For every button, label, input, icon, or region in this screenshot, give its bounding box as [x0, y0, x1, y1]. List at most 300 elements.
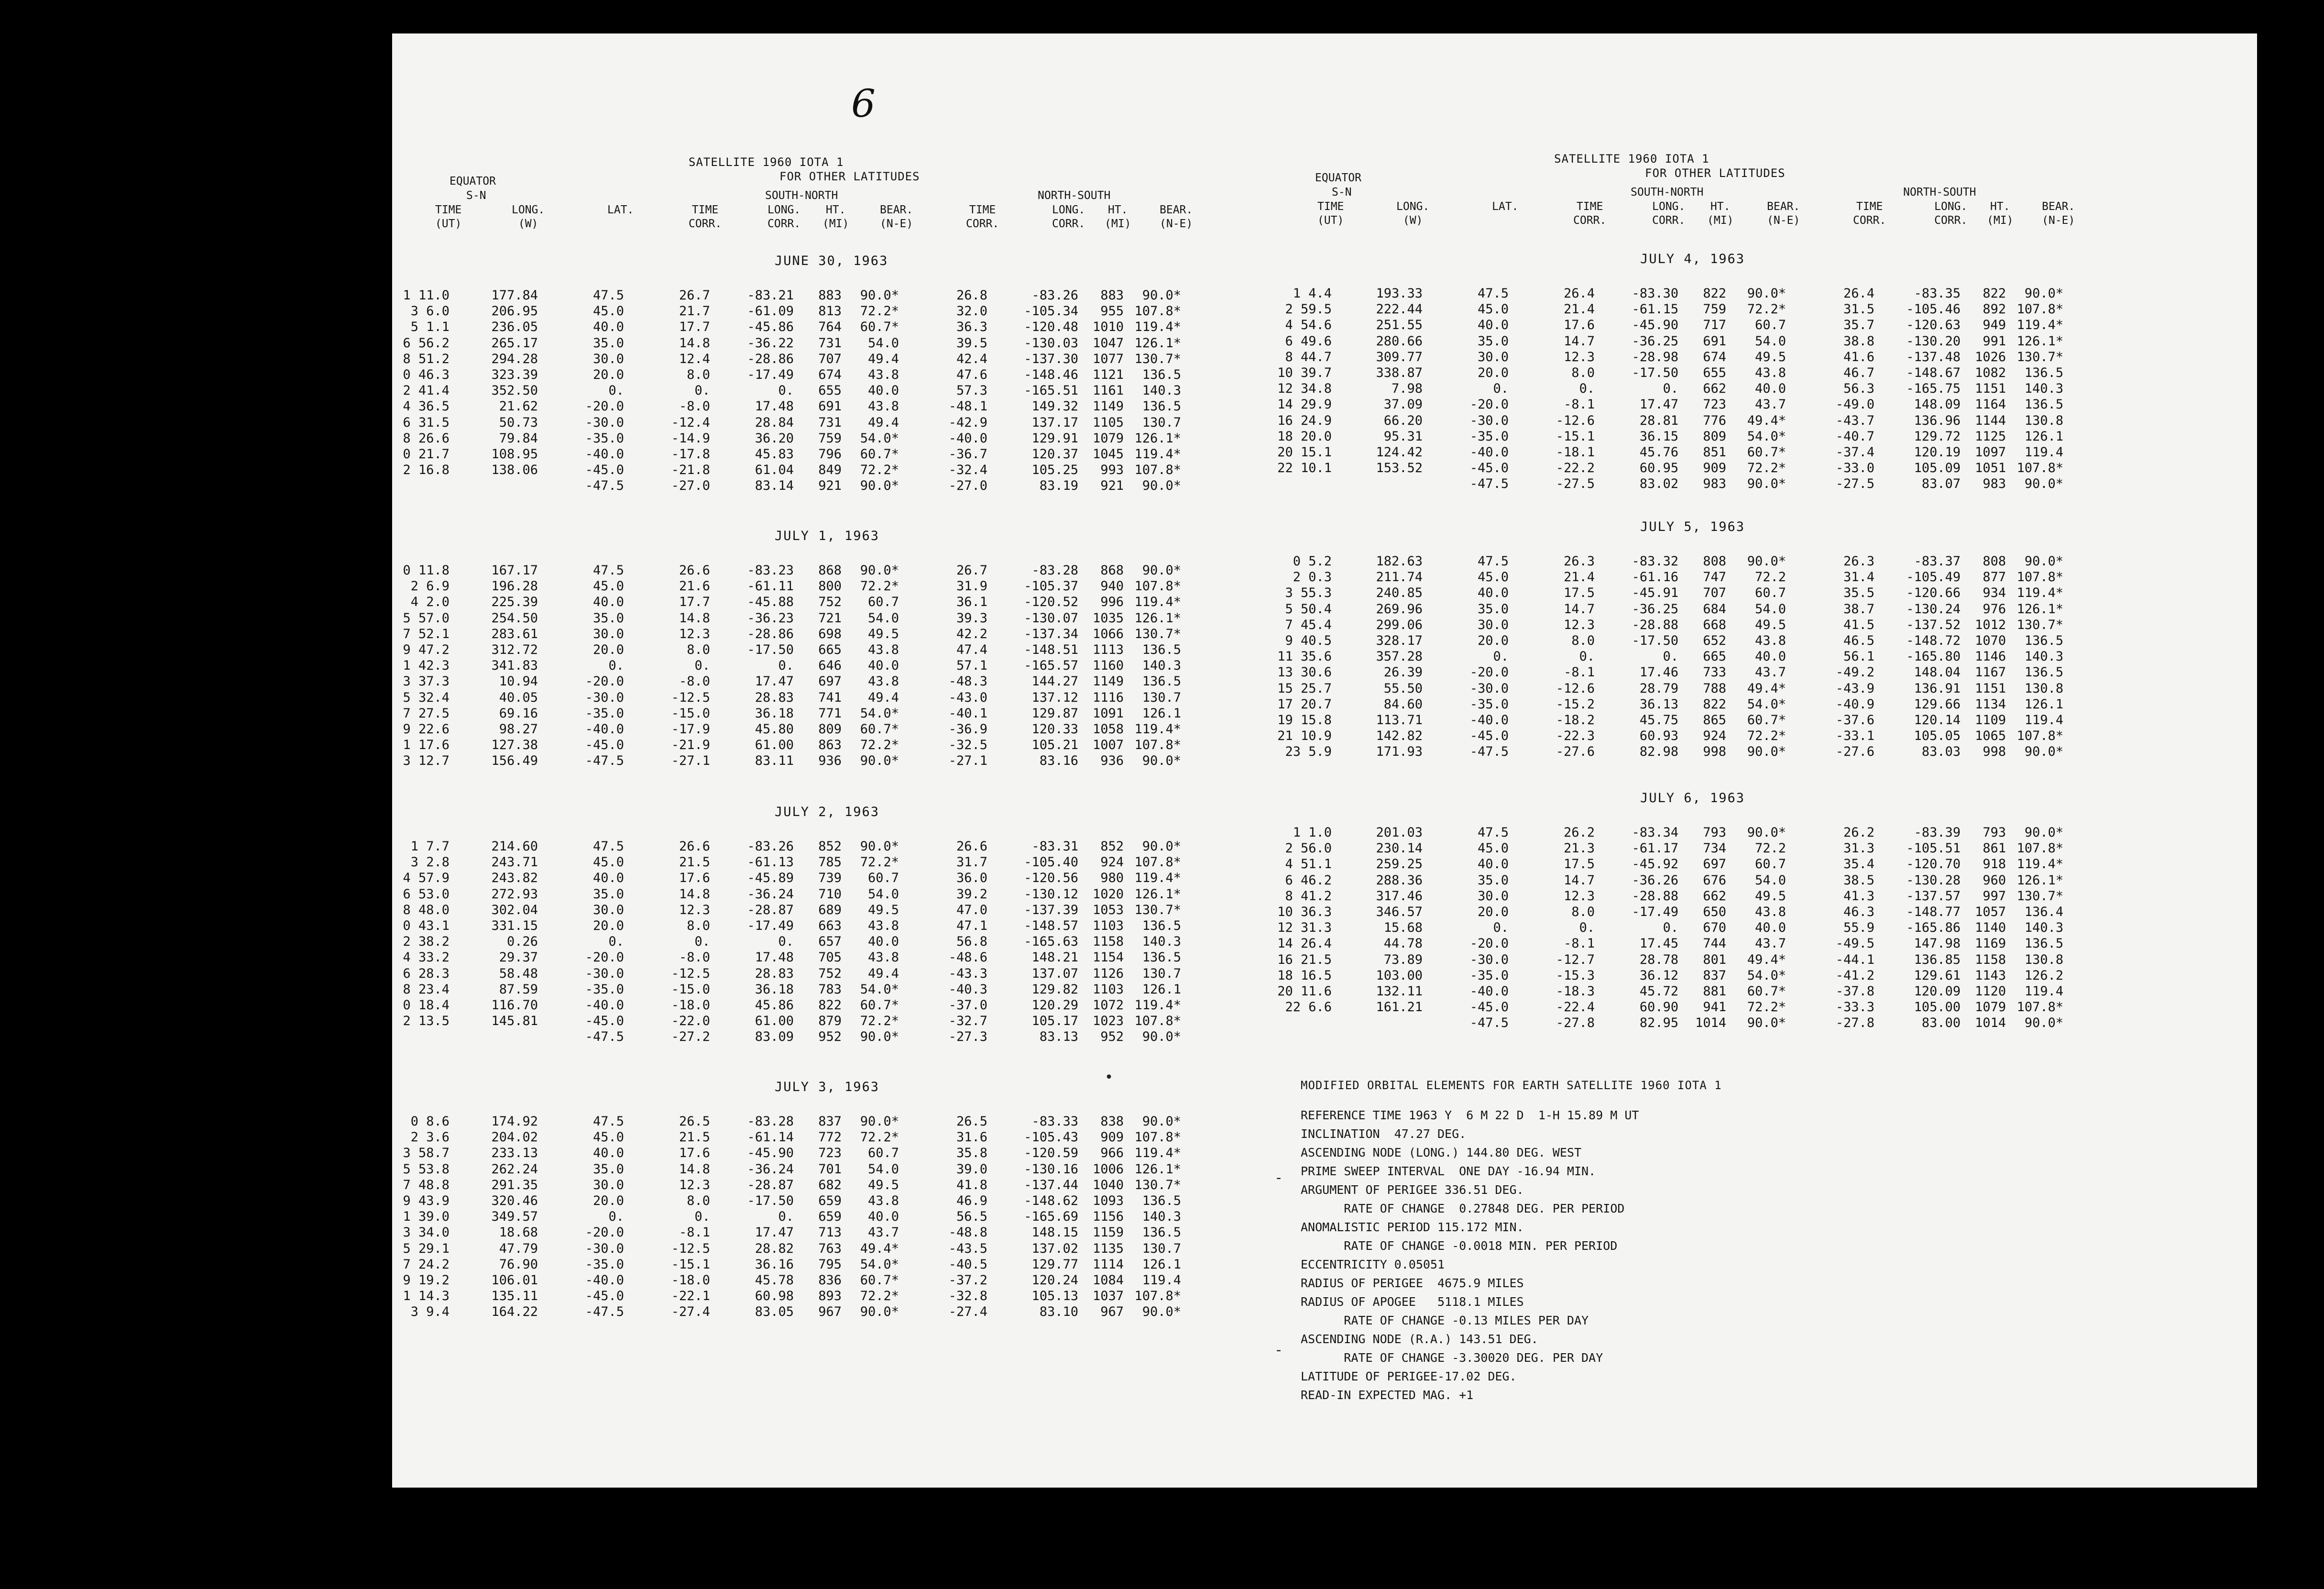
table-cell: 1079: [1974, 1000, 2006, 1015]
table-cell: -15.2: [1556, 696, 1595, 712]
table-cell: 1035: [1092, 610, 1124, 626]
table-cell: 26.7: [679, 288, 710, 303]
table-cell: 26.8: [956, 288, 987, 303]
table-cell: 119.4: [2024, 713, 2063, 728]
table-cell: -120.70: [1906, 857, 1961, 872]
table-cell: 130.7*: [2017, 888, 2063, 904]
table-cell: 741: [818, 690, 842, 705]
table-cell: 852: [1100, 839, 1124, 854]
table-cell: 20.0: [592, 918, 624, 933]
table-cell: 18.68: [499, 1225, 538, 1240]
column-header: HT. (MI): [822, 204, 849, 230]
table-cell: 883: [1100, 288, 1124, 303]
table-cell: 119.4*: [1134, 998, 1181, 1013]
table-cell: -45.0: [585, 738, 624, 753]
table-cell: 60.90: [1639, 1000, 1678, 1015]
table-cell: -40.0: [948, 430, 987, 446]
table-cell: 116.70: [491, 998, 538, 1013]
table-cell: 21 10.9: [1277, 728, 1332, 744]
table-cell: -30.0: [1469, 952, 1509, 967]
table-cell: 17.48: [755, 950, 794, 965]
table-cell: 1167: [1974, 665, 2006, 680]
table-cell: 11 35.6: [1277, 649, 1332, 664]
table-cell: 43.8: [867, 642, 899, 657]
table-cell: 10 39.7: [1277, 365, 1332, 380]
table-cell: 130.7: [1142, 966, 1181, 981]
table-cell: 126.1*: [2017, 601, 2063, 617]
left-table-panel: [403, 155, 1234, 1380]
table-cell: -30.0: [585, 690, 624, 705]
table-cell: 90.0*: [1142, 288, 1181, 303]
table-cell: 126.1*: [2017, 333, 2063, 349]
table-cell: 54.0*: [860, 706, 899, 721]
table-cell: -49.5: [1835, 936, 1875, 951]
table-cell: 2 56.0: [1285, 841, 1332, 856]
table-cell: -27.6: [1556, 744, 1595, 760]
table-cell: 98.27: [499, 722, 538, 737]
table-cell: 357.28: [1376, 649, 1423, 664]
table-cell: 0.: [778, 934, 794, 949]
table-cell: -36.24: [747, 1161, 794, 1177]
table-cell: 47.5: [1477, 286, 1509, 301]
margin-dash: -: [1274, 1342, 1283, 1358]
table-cell: -83.26: [1031, 288, 1078, 303]
table-cell: 130.8: [2024, 681, 2063, 696]
table-cell: 4 36.5: [403, 399, 449, 414]
table-cell: 36.13: [1639, 696, 1678, 712]
table-cell: 852: [818, 839, 842, 854]
table-cell: 60.7*: [860, 320, 899, 335]
table-cell: 26.6: [956, 839, 987, 854]
table-cell: 28.82: [755, 1241, 794, 1256]
table-cell: 40.0: [1477, 857, 1509, 872]
table-cell: 47.5: [592, 839, 624, 854]
table-cell: 72.2*: [1747, 461, 1786, 476]
table-cell: 136.5: [1142, 399, 1181, 414]
orbital-element-line: ASCENDING NODE (R.A.) 143.51 DEG.: [1301, 1332, 1538, 1346]
table-cell: 107.8*: [2017, 302, 2063, 317]
table-cell: 5 1.1: [410, 320, 449, 335]
table-cell: 60.7: [867, 595, 899, 610]
table-cell: 710: [818, 886, 842, 902]
table-cell: 960: [1983, 872, 2006, 888]
table-cell: 60.93: [1639, 728, 1678, 744]
table-cell: -17.50: [747, 642, 794, 657]
table-cell: 90.0*: [1142, 563, 1181, 578]
section-date: JULY 3, 1963: [775, 1080, 880, 1094]
table-cell: 733: [1703, 665, 1726, 680]
table-cell: 1 14.3: [403, 1289, 449, 1304]
table-cell: 17.5: [1563, 585, 1595, 601]
table-cell: 2 41.4: [403, 383, 449, 398]
table-cell: 0.: [1663, 381, 1678, 397]
table-cell: 90.0*: [860, 1114, 899, 1129]
table-cell: 124.42: [1376, 445, 1423, 460]
table-cell: -130.16: [1024, 1161, 1078, 1177]
table-cell: 921: [818, 478, 842, 494]
table-cell: 72.2*: [1747, 1000, 1786, 1015]
tick-mark: •: [1105, 1069, 1114, 1086]
table-cell: 126.1: [1142, 706, 1181, 721]
table-cell: -30.0: [1469, 413, 1509, 428]
table-cell: 60.7: [867, 871, 899, 886]
table-cell: 90.0*: [1142, 839, 1181, 854]
table-cell: 40.0: [592, 595, 624, 610]
table-cell: 214.60: [491, 839, 538, 854]
table-cell: 1091: [1092, 706, 1124, 721]
table-cell: 72.2*: [860, 1014, 899, 1029]
table-cell: 136.91: [1914, 681, 1961, 696]
table-cell: 201.03: [1376, 825, 1423, 840]
table-cell: -27.6: [1835, 744, 1875, 760]
table-cell: -137.57: [1906, 888, 1961, 904]
table-cell: -148.62: [1024, 1193, 1078, 1208]
table-cell: 0.: [608, 383, 624, 398]
table-cell: -83.34: [1632, 825, 1678, 840]
table-cell: 35.0: [592, 1161, 624, 1177]
table-cell: 40.0: [867, 383, 899, 398]
orbital-element-line: RATE OF CHANGE -0.13 MILES PER DAY: [1301, 1313, 1589, 1327]
table-cell: 744: [1703, 936, 1726, 951]
table-cell: 6 49.6: [1285, 333, 1332, 349]
table-cell: 949: [1983, 318, 2006, 333]
table-cell: 90.0*: [2024, 476, 2063, 492]
table-cell: -33.3: [1835, 1000, 1875, 1015]
table-cell: 17.47: [755, 1225, 794, 1240]
table-cell: 87.59: [499, 982, 538, 997]
table-cell: 95.31: [1383, 429, 1423, 444]
table-cell: 822: [1983, 286, 2006, 301]
table-cell: 2 38.2: [403, 934, 449, 949]
table-cell: 17.48: [755, 399, 794, 414]
table-cell: 140.3: [1142, 658, 1181, 673]
table-cell: -20.0: [585, 674, 624, 689]
table-cell: 39.5: [956, 335, 987, 351]
table-cell: 1012: [1974, 617, 2006, 632]
table-cell: 28.79: [1639, 681, 1678, 696]
table-cell: -27.4: [948, 1304, 987, 1320]
table-cell: 881: [1703, 984, 1726, 999]
table-cell: 206.95: [491, 304, 538, 319]
column-header: LONG. (W): [1396, 200, 1430, 227]
table-cell: 90.0*: [1747, 1015, 1786, 1031]
table-cell: 998: [1983, 744, 2006, 760]
table-cell: 31.6: [956, 1130, 987, 1145]
table-cell: 7.98: [1391, 381, 1423, 397]
table-cell: -137.30: [1024, 351, 1078, 366]
orbital-element-line: ANOMALISTIC PERIOD 115.172 MIN.: [1301, 1220, 1524, 1234]
table-cell: 54.0*: [860, 1257, 899, 1272]
table-cell: 967: [1100, 1304, 1124, 1320]
table-cell: 35.4: [1843, 857, 1875, 872]
table-cell: 105.09: [1914, 461, 1961, 476]
table-cell: 4 54.6: [1285, 318, 1332, 333]
table-cell: 795: [818, 1257, 842, 1272]
table-cell: -20.0: [585, 1225, 624, 1240]
table-cell: 734: [1703, 841, 1726, 856]
table-cell: 7 45.4: [1285, 617, 1332, 632]
table-cell: 126.1: [1142, 982, 1181, 997]
table-cell: 1164: [1974, 397, 2006, 412]
table-cell: 674: [818, 367, 842, 382]
table-cell: 36.20: [755, 430, 794, 446]
table-cell: 222.44: [1376, 302, 1423, 317]
table-cell: 12.3: [1563, 888, 1595, 904]
table-cell: 663: [818, 918, 842, 933]
table-cell: 90.0*: [1747, 476, 1786, 492]
table-cell: 45.83: [755, 447, 794, 462]
table-cell: -20.0: [1469, 397, 1509, 412]
table-cell: -120.59: [1024, 1146, 1078, 1161]
table-cell: 662: [1703, 381, 1726, 397]
table-cell: 171.93: [1376, 744, 1423, 760]
table-cell: 1149: [1092, 399, 1124, 414]
table-cell: -35.0: [1469, 429, 1509, 444]
table-cell: 12 34.8: [1277, 381, 1332, 397]
table-cell: -28.86: [747, 351, 794, 366]
table-cell: 136.5: [1142, 674, 1181, 689]
table-cell: 43.8: [1754, 365, 1786, 380]
table-cell: 3 37.3: [403, 674, 449, 689]
column-header: HT. (MI): [1987, 200, 2014, 227]
table-cell: 72.2*: [860, 855, 899, 870]
table-cell: 54.0*: [1747, 429, 1786, 444]
table-cell: -18.2: [1556, 713, 1595, 728]
table-cell: 701: [818, 1161, 842, 1177]
table-cell: 1077: [1092, 351, 1124, 366]
table-cell: 17.5: [1563, 857, 1595, 872]
table-cell: -40.1: [948, 706, 987, 721]
table-cell: 45.0: [592, 579, 624, 594]
table-cell: 72.2*: [860, 738, 899, 753]
table-cell: 149.32: [1031, 399, 1078, 414]
table-cell: 138.06: [491, 463, 538, 478]
table-cell: -18.3: [1556, 984, 1595, 999]
table-cell: -21.9: [671, 738, 710, 753]
table-cell: 1058: [1092, 722, 1124, 737]
table-cell: 126.1*: [1134, 610, 1181, 626]
table-cell: 120.29: [1031, 998, 1078, 1013]
table-cell: 136.5: [1142, 918, 1181, 933]
table-cell: 40.0: [867, 1209, 899, 1225]
column-header: LONG. CORR.: [1652, 200, 1686, 227]
table-cell: 5 29.1: [403, 1241, 449, 1256]
table-cell: 47.5: [1477, 554, 1509, 569]
column-header: HT. (MI): [1105, 204, 1131, 230]
table-cell: 130.8: [2024, 413, 2063, 428]
table-cell: 136.5: [2024, 665, 2063, 680]
table-cell: 801: [1703, 952, 1726, 967]
table-cell: 29.37: [499, 950, 538, 965]
table-cell: 763: [818, 1241, 842, 1256]
table-cell: 103.00: [1376, 968, 1423, 983]
table-cell: -45.0: [1469, 461, 1509, 476]
table-cell: 54.0: [867, 1161, 899, 1177]
table-cell: 331.15: [491, 918, 538, 933]
table-cell: 3 6.0: [410, 304, 449, 319]
table-cell: -83.32: [1632, 554, 1678, 569]
table-cell: 54.0: [867, 886, 899, 902]
table-cell: -105.40: [1024, 855, 1078, 870]
table-cell: 119.4*: [1134, 722, 1181, 737]
table-cell: 0.: [1493, 649, 1509, 664]
table-cell: 35.7: [1843, 318, 1875, 333]
table-cell: -45.89: [747, 871, 794, 886]
table-cell: 136.5: [1142, 950, 1181, 965]
table-cell: 60.7*: [860, 722, 899, 737]
table-cell: 83.10: [1039, 1304, 1078, 1320]
table-cell: -105.37: [1024, 579, 1078, 594]
table-cell: 983: [1703, 476, 1726, 492]
table-cell: -105.34: [1024, 304, 1078, 319]
table-cell: -42.9: [948, 415, 987, 430]
table-cell: 107.8*: [1134, 1289, 1181, 1304]
table-cell: -28.87: [747, 1177, 794, 1192]
table-cell: 107.8*: [1134, 1014, 1181, 1029]
table-cell: 1149: [1092, 674, 1124, 689]
table-cell: 17.47: [1639, 397, 1678, 412]
table-cell: 26.5: [956, 1114, 987, 1129]
table-cell: 90.0*: [1747, 744, 1786, 760]
table-cell: 6 53.0: [403, 886, 449, 902]
table-cell: 17.6: [679, 1146, 710, 1161]
table-cell: 49.5: [1754, 349, 1786, 364]
table-cell: 119.4*: [1134, 871, 1181, 886]
table-cell: -32.7: [948, 1014, 987, 1029]
table-cell: 107.8*: [1134, 855, 1181, 870]
table-cell: 46.5: [1843, 633, 1875, 648]
table-cell: 1169: [1974, 936, 2006, 951]
table-cell: 1066: [1092, 626, 1124, 641]
table-cell: 60.7: [1754, 318, 1786, 333]
table-cell: 41.8: [956, 1177, 987, 1192]
table-cell: 9 40.5: [1285, 633, 1332, 648]
table-cell: 126.1: [2024, 429, 2063, 444]
table-cell: -18.1: [1556, 445, 1595, 460]
table-cell: 5 50.4: [1285, 601, 1332, 617]
table-cell: -28.88: [1632, 617, 1678, 632]
table-cell: 31.4: [1843, 570, 1875, 585]
table-cell: 120.19: [1914, 445, 1961, 460]
table-cell: 0.: [778, 383, 794, 398]
table-cell: 54.0: [867, 335, 899, 351]
table-cell: 16 21.5: [1277, 952, 1332, 967]
table-cell: 182.63: [1376, 554, 1423, 569]
table-cell: -137.39: [1024, 902, 1078, 917]
table-cell: 21.6: [679, 579, 710, 594]
table-cell: -43.5: [948, 1241, 987, 1256]
table-cell: -165.57: [1024, 658, 1078, 673]
column-header: BEAR. (N-E): [1160, 204, 1193, 230]
panel-subtitle: FOR OTHER LATITUDES: [1645, 166, 1786, 180]
table-cell: 302.04: [491, 902, 538, 917]
column-header: TIME (UT): [1317, 200, 1344, 227]
table-cell: -22.0: [671, 1014, 710, 1029]
table-cell: 20.0: [592, 642, 624, 657]
table-cell: 126.1*: [1134, 1161, 1181, 1177]
table-cell: 1156: [1092, 1209, 1124, 1225]
table-cell: 83.14: [755, 478, 794, 494]
table-cell: 126.1*: [1134, 886, 1181, 902]
table-cell: -148.46: [1024, 367, 1078, 382]
table-cell: 90.0*: [1142, 1029, 1181, 1045]
table-cell: 17 20.7: [1277, 696, 1332, 712]
table-cell: 156.49: [491, 753, 538, 769]
table-cell: -37.6: [1835, 713, 1875, 728]
table-cell: 49.5: [867, 902, 899, 917]
table-cell: 47.4: [956, 642, 987, 657]
table-cell: 60.7*: [860, 447, 899, 462]
orbital-element-line: REFERENCE TIME 1963 Y 6 M 22 D 1-H 15.89 M UT: [1301, 1108, 1639, 1122]
table-cell: 12.3: [679, 902, 710, 917]
table-cell: -120.48: [1024, 320, 1078, 335]
table-cell: 56.8: [956, 934, 987, 949]
table-cell: -36.25: [1632, 333, 1678, 349]
table-cell: 30.0: [1477, 888, 1509, 904]
table-cell: -27.2: [671, 1029, 710, 1045]
table-cell: 936: [818, 753, 842, 769]
table-cell: -27.0: [948, 478, 987, 494]
table-cell: 35.0: [592, 610, 624, 626]
table-cell: -30.0: [585, 415, 624, 430]
table-cell: -8.1: [1563, 936, 1595, 951]
table-cell: 148.15: [1031, 1225, 1078, 1240]
table-cell: 43.8: [1754, 633, 1786, 648]
table-cell: 312.72: [491, 642, 538, 657]
table-cell: 36.15: [1639, 429, 1678, 444]
table-cell: 1 39.0: [403, 1209, 449, 1225]
table-cell: 9 19.2: [403, 1273, 449, 1288]
table-cell: 813: [818, 304, 842, 319]
table-cell: 58.48: [499, 966, 538, 981]
table-cell: -130.20: [1906, 333, 1961, 349]
table-cell: -45.0: [585, 1289, 624, 1304]
table-cell: 822: [818, 998, 842, 1013]
table-cell: 822: [1703, 696, 1726, 712]
table-cell: 1079: [1092, 430, 1124, 446]
table-cell: 0 8.6: [410, 1114, 449, 1129]
table-cell: 76.90: [499, 1257, 538, 1272]
table-cell: 996: [1100, 595, 1124, 610]
table-cell: 20.0: [592, 1193, 624, 1208]
table-cell: 2 59.5: [1285, 302, 1332, 317]
table-cell: 759: [818, 430, 842, 446]
table-cell: 809: [818, 722, 842, 737]
table-cell: -130.03: [1024, 335, 1078, 351]
table-cell: 808: [1983, 554, 2006, 569]
table-cell: 892: [1983, 302, 2006, 317]
panel-title: SATELLITE 1960 IOTA 1: [689, 155, 844, 169]
table-cell: 83.09: [755, 1029, 794, 1045]
table-cell: 60.7: [1754, 585, 1786, 601]
table-cell: -61.09: [747, 304, 794, 319]
table-cell: 2 3.6: [410, 1130, 449, 1145]
table-cell: 126.1*: [1134, 335, 1181, 351]
table-cell: -17.9: [671, 722, 710, 737]
table-cell: -45.88: [747, 595, 794, 610]
table-cell: 119.4: [1142, 1273, 1181, 1288]
table-cell: 4 33.2: [403, 950, 449, 965]
table-cell: 105.17: [1031, 1014, 1078, 1029]
table-cell: 9 22.6: [403, 722, 449, 737]
column-header: TIME CORR.: [689, 204, 722, 230]
table-cell: 1007: [1092, 738, 1124, 753]
table-cell: 83.16: [1039, 753, 1078, 769]
table-cell: 0.: [778, 658, 794, 673]
panel-subtitle: FOR OTHER LATITUDES: [779, 170, 920, 183]
table-cell: -61.16: [1632, 570, 1678, 585]
table-cell: -83.23: [747, 563, 794, 578]
